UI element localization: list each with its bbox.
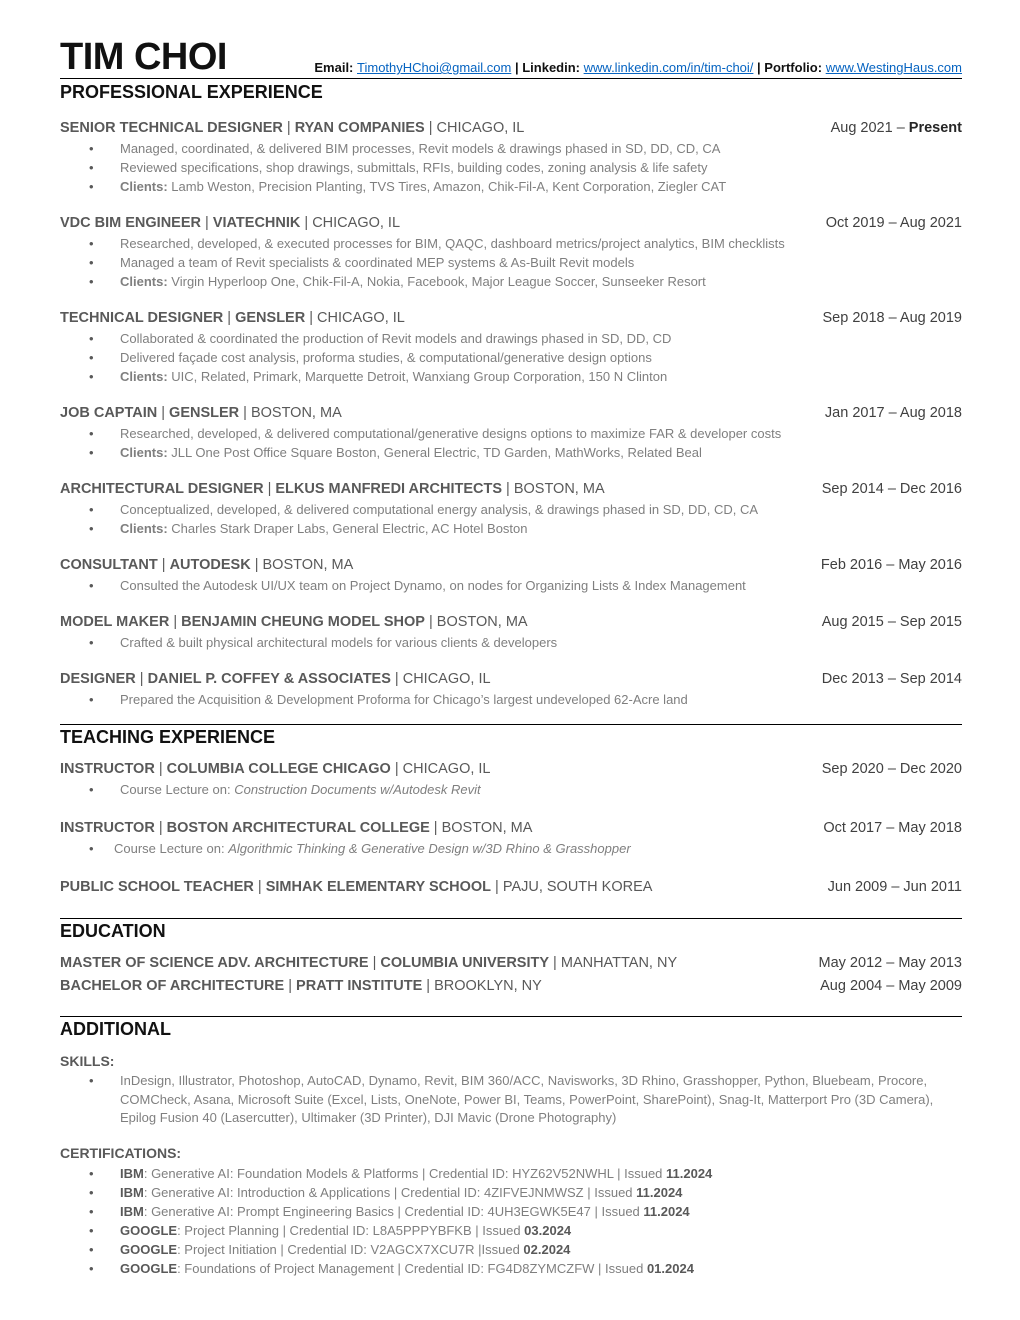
job-bullet: • Delivered façade cost analysis, proforma studies, & computational/generative design options xyxy=(60,348,962,367)
cert-date: 11.2024 xyxy=(636,1184,683,1200)
job-header xyxy=(60,613,962,632)
education-dates: Aug 2004 – May 2009 xyxy=(820,978,962,994)
teaching-entry xyxy=(60,760,962,799)
job-org: VIATECHNIK xyxy=(212,215,301,231)
job-clients xyxy=(60,177,962,196)
linkedin-link[interactable]: www.linkedin.com/in/tim-choi/ xyxy=(583,60,754,75)
job-bullet: • Crafted & built physical architectural models for various clients & developers xyxy=(60,633,962,652)
job-bullets xyxy=(60,424,962,462)
clients-label: Clients: xyxy=(120,369,168,384)
section-title-teaching: TEACHING EXPERIENCE xyxy=(60,727,276,747)
clients-list: Lamb Weston, Precision Planting, TVS Tires, Amazon, Chik-Fil-A, Kent Corporation, Ziegler CAT xyxy=(171,179,727,194)
job-bullet: • Consulted the Autodesk UI/UX team on Project Dynamo, on nodes for Organizing Lists & Index Management xyxy=(60,576,962,595)
job-title-line: CONSULTANT | AUTODESK | BOSTON, MA xyxy=(60,557,354,573)
job-dates xyxy=(822,670,962,689)
teaching-lecture xyxy=(60,839,962,858)
candidate-name: TIM CHOI xyxy=(60,36,227,78)
job-bullets xyxy=(60,329,962,386)
cert-date: 11.2024 xyxy=(666,1165,713,1181)
cert-detail: : Generative AI: Foundation Models & Platforms | Credential ID: HYZ62V52NWHL | Issued xyxy=(143,1165,667,1181)
job-entry xyxy=(60,556,962,595)
email-label: Email: xyxy=(314,60,354,75)
portfolio-link[interactable]: www.WestingHaus.com xyxy=(825,60,962,75)
job-dates xyxy=(825,404,962,423)
education-header xyxy=(60,977,962,996)
portfolio-label: Portfolio: xyxy=(764,60,823,75)
certification-item xyxy=(60,1202,962,1221)
job-location: CHICAGO, IL xyxy=(436,120,525,136)
cert-issuer: GOOGLE xyxy=(120,1260,178,1276)
job-role: CONSULTANT xyxy=(60,557,158,573)
teaching-entry xyxy=(60,878,962,897)
job-bullets xyxy=(60,139,962,196)
job-entry xyxy=(60,404,962,462)
resume-page xyxy=(60,34,962,1278)
job-header xyxy=(60,670,962,689)
job-bullets xyxy=(60,576,962,595)
job-header xyxy=(60,480,962,499)
education-school: COLUMBIA UNIVERSITY xyxy=(380,955,550,971)
job-location: BOSTON, MA xyxy=(513,481,605,497)
teaching-bullets xyxy=(60,839,962,858)
job-org: GENSLER xyxy=(169,405,240,421)
job-header xyxy=(60,404,962,423)
job-dates xyxy=(826,214,962,233)
lecture-title: Algorithmic Thinking & Generative Design w/3D Rhino & Grasshopper xyxy=(228,841,631,856)
section-title-professional: PROFESSIONAL EXPERIENCE xyxy=(60,82,323,102)
job-dates-range: Jan 2017 – Aug 2018 xyxy=(824,405,962,421)
job-bullet: • Managed a team of Revit specialists & coordinated MEP systems & As-Built Revit models xyxy=(60,253,962,272)
clients-list: Virgin Hyperloop One, Chik-Fil-A, Nokia, Facebook, Major League Soccer, Sunseeker Resort xyxy=(171,274,706,289)
job-entry xyxy=(60,613,962,652)
teaching-header xyxy=(60,819,962,838)
job-dates-range: Aug 2015 – Sep 2015 xyxy=(821,614,962,630)
resume-header xyxy=(60,34,962,76)
job-role: VDC BIM ENGINEER xyxy=(60,215,201,231)
job-dates xyxy=(831,119,962,138)
teaching-dates: Oct 2017 – May 2018 xyxy=(823,820,962,836)
cert-detail: : Generative AI: Prompt Engineering Basics | Credential ID: 4UH3EGWK5E47 | Issued xyxy=(143,1203,644,1219)
education-location: BROOKLYN, NY xyxy=(434,978,542,994)
job-entry xyxy=(60,119,962,196)
teaching-dates: Sep 2020 – Dec 2020 xyxy=(821,761,962,777)
job-role: TECHNICAL DESIGNER xyxy=(60,310,224,326)
job-entry xyxy=(60,309,962,386)
job-dates-range: Sep 2018 – Aug 2019 xyxy=(822,310,962,326)
job-location: CHICAGO, IL xyxy=(312,215,401,231)
job-role: ARCHITECTURAL DESIGNER xyxy=(60,481,264,497)
skills-item: • InDesign, Illustrator, Photoshop, AutoCAD, Dynamo, Revit, BIM 360/ACC, Navisworks, 3D Rhino, Grasshopper, Python, Bluebeam, Procore, COMCheck, Asana, Microsoft Suite (Excel, Lists, OneNote, Power BI, Teams, PowerPoint, SharePoint), Snag-It, Matterport Pro (3D Camera), Epilog Fusion 40 (Lasercutter), Ultimaker (3D Printer), DJI Mavic (Drone Photography) xyxy=(60,1072,962,1128)
teaching-title-line: INSTRUCTOR | BOSTON ARCHITECTURAL COLLEGE | BOSTON, MA xyxy=(60,820,533,836)
cert-issuer: IBM xyxy=(120,1165,144,1181)
separator: | xyxy=(514,60,519,75)
cert-date: 03.2024 xyxy=(524,1222,572,1238)
job-role: JOB CAPTAIN xyxy=(60,405,158,421)
clients-list: UIC, Related, Primark, Marquette Detroit, Wanxiang Group Corporation, 150 N Clinton xyxy=(171,369,668,384)
certification-item xyxy=(60,1221,962,1240)
job-entry xyxy=(60,480,962,538)
job-role: DESIGNER xyxy=(60,671,136,687)
cert-detail: : Project Initiation | Credential ID: V2AGCX7XCU7R |Issued xyxy=(177,1241,524,1257)
teaching-org: SIMHAK ELEMENTARY SCHOOL xyxy=(265,879,492,895)
job-location: BOSTON, MA xyxy=(436,614,528,630)
clients-label: Clients: xyxy=(120,445,168,460)
job-bullets xyxy=(60,633,962,652)
job-dates-range: Feb 2016 – May 2016 xyxy=(820,557,962,573)
job-dates xyxy=(822,480,962,499)
teaching-role: PUBLIC SCHOOL TEACHER xyxy=(60,879,254,895)
section-title-education: EDUCATION xyxy=(60,921,166,941)
job-org: RYAN COMPANIES xyxy=(294,120,425,136)
clients-list: JLL One Post Office Square Boston, General Electric, TD Garden, MathWorks, Related Beal xyxy=(171,445,702,460)
skills-title: SKILLS: xyxy=(60,1053,115,1069)
job-title-line: ARCHITECTURAL DESIGNER | ELKUS MANFREDI ARCHITECTS | BOSTON, MA xyxy=(60,481,605,497)
teaching-location: CHICAGO, IL xyxy=(402,761,491,777)
cert-issuer: IBM xyxy=(120,1184,144,1200)
email-link[interactable]: TimothyHChoi@gmail.com xyxy=(357,60,512,75)
section-divider xyxy=(60,1016,962,1017)
linkedin-label: Linkedin: xyxy=(522,60,580,75)
job-org: DANIEL P. COFFEY & ASSOCIATES xyxy=(147,671,391,687)
cert-date: 01.2024 xyxy=(646,1260,694,1276)
job-header xyxy=(60,556,962,575)
teaching-bullets xyxy=(60,780,962,799)
job-header xyxy=(60,309,962,328)
education-dates: May 2012 – May 2013 xyxy=(818,955,962,971)
job-dates-range: Dec 2013 – Sep 2014 xyxy=(821,671,962,687)
teaching-title-line: PUBLIC SCHOOL TEACHER | SIMHAK ELEMENTARY SCHOOL | PAJU, SOUTH KOREA xyxy=(60,879,653,895)
job-entry xyxy=(60,214,962,291)
job-org: AUTODESK xyxy=(169,557,251,573)
certification-item xyxy=(60,1240,962,1259)
clients-label: Clients: xyxy=(120,179,168,194)
job-bullet: • Conceptualized, developed, & delivered computational energy analysis, & drawings phased in SD, DD, CD, CA xyxy=(60,500,962,519)
job-title-line: VDC BIM ENGINEER | VIATECHNIK | CHICAGO, IL xyxy=(60,215,401,231)
teaching-role: INSTRUCTOR xyxy=(60,761,155,777)
job-bullet: • Researched, developed, & executed processes for BIM, QAQC, dashboard metrics/project analytics, BIM checklists xyxy=(60,234,962,253)
job-bullets xyxy=(60,500,962,538)
job-clients xyxy=(60,519,962,538)
job-clients xyxy=(60,443,962,462)
lecture-title: Construction Documents w/Autodesk Revit xyxy=(234,782,481,797)
education-school: PRATT INSTITUTE xyxy=(296,978,423,994)
cert-detail: : Foundations of Project Management | Credential ID: FG4D8ZYMCZFW | Issued xyxy=(177,1260,647,1276)
job-title-line: TECHNICAL DESIGNER | GENSLER | CHICAGO, IL xyxy=(60,310,405,326)
section-divider xyxy=(60,918,962,919)
cert-date: 02.2024 xyxy=(523,1241,571,1257)
certification-item xyxy=(60,1259,962,1278)
job-bullets xyxy=(60,690,962,709)
job-role: MODEL MAKER xyxy=(60,614,170,630)
cert-detail: : Project Planning | Credential ID: L8A5PPPYBFKB | Issued xyxy=(177,1222,525,1238)
certifications-list xyxy=(60,1164,962,1278)
job-org: GENSLER xyxy=(235,310,306,326)
separator: | xyxy=(757,60,761,75)
education-title-line: BACHELOR OF ARCHITECTURE | PRATT INSTITUTE | BROOKLYN, NY xyxy=(60,978,542,994)
job-bullet: • Collaborated & coordinated the production of Revit models and drawings phased in SD, DD, CD xyxy=(60,329,962,348)
teaching-lecture xyxy=(60,780,962,799)
teaching-dates: Jun 2009 – Jun 2011 xyxy=(827,879,962,895)
teaching-location: BOSTON, MA xyxy=(441,820,533,836)
teaching-header xyxy=(60,760,962,779)
lecture-label: Course Lecture on: xyxy=(120,782,231,797)
teaching-org: BOSTON ARCHITECTURAL COLLEGE xyxy=(166,820,430,836)
skills-list xyxy=(60,1072,962,1128)
job-dates-present: Present xyxy=(908,120,962,136)
job-header xyxy=(60,119,962,138)
teaching-list xyxy=(60,760,962,897)
job-bullet: • Prepared the Acquisition & Development Proforma for Chicago’s largest undeveloped 62-Acre land xyxy=(60,690,962,709)
job-org: BENJAMIN CHEUNG MODEL SHOP xyxy=(181,614,425,630)
certification-item xyxy=(60,1183,962,1202)
professional-jobs xyxy=(60,119,962,709)
education-location: MANHATTAN, NY xyxy=(560,955,678,971)
teaching-location: PAJU, SOUTH KOREA xyxy=(502,879,653,895)
job-title-line: SENIOR TECHNICAL DESIGNER | RYAN COMPANIES | CHICAGO, IL xyxy=(60,120,525,136)
teaching-title-line: INSTRUCTOR | COLUMBIA COLLEGE CHICAGO | CHICAGO, IL xyxy=(60,761,491,777)
job-location: CHICAGO, IL xyxy=(317,310,405,326)
section-divider xyxy=(60,724,962,725)
contact-line xyxy=(314,60,962,76)
teaching-role: INSTRUCTOR xyxy=(60,820,155,836)
cert-issuer: GOOGLE xyxy=(120,1222,178,1238)
education-entry xyxy=(60,977,962,996)
job-title-line: DESIGNER | DANIEL P. COFFEY & ASSOCIATES | CHICAGO, IL xyxy=(60,671,491,687)
job-location: CHICAGO, IL xyxy=(402,671,491,687)
clients-label: Clients: xyxy=(120,274,168,289)
job-bullet: • Researched, developed, & delivered computational/generative designs options to maximize FAR & developer costs xyxy=(60,424,962,443)
job-role: SENIOR TECHNICAL DESIGNER xyxy=(60,120,283,136)
clients-label: Clients: xyxy=(120,521,168,536)
cert-issuer: GOOGLE xyxy=(120,1241,178,1257)
lecture-label: Course Lecture on: xyxy=(114,841,225,856)
education-title-line: MASTER OF SCIENCE ADV. ARCHITECTURE | COLUMBIA UNIVERSITY | MANHATTAN, NY xyxy=(60,955,678,971)
education-degree: BACHELOR OF ARCHITECTURE xyxy=(60,978,285,994)
teaching-entry xyxy=(60,819,962,858)
job-clients xyxy=(60,367,962,386)
job-location: BOSTON, MA xyxy=(262,557,354,573)
job-dates-range: Oct 2019 – Aug 2021 xyxy=(825,215,962,231)
cert-date: 11.2024 xyxy=(643,1203,690,1219)
job-title-line: MODEL MAKER | BENJAMIN CHEUNG MODEL SHOP | BOSTON, MA xyxy=(60,614,528,630)
job-header xyxy=(60,214,962,233)
teaching-header xyxy=(60,878,962,897)
job-title-line: JOB CAPTAIN | GENSLER | BOSTON, MA xyxy=(60,405,342,421)
education-entry xyxy=(60,954,962,973)
certification-item xyxy=(60,1164,962,1183)
education-header xyxy=(60,954,962,973)
education-list xyxy=(60,954,962,996)
job-dates xyxy=(821,556,962,575)
job-clients xyxy=(60,272,962,291)
job-entry xyxy=(60,670,962,709)
cert-detail: : Generative AI: Introduction & Applications | Credential ID: 4ZIFVEJNMWSZ | Issued xyxy=(143,1184,637,1200)
section-title-additional: ADDITIONAL xyxy=(60,1019,171,1039)
teaching-org: COLUMBIA COLLEGE CHICAGO xyxy=(166,761,391,777)
header-divider xyxy=(60,78,962,79)
job-org: ELKUS MANFREDI ARCHITECTS xyxy=(275,481,503,497)
job-bullet: • Managed, coordinated, & delivered BIM processes, Revit models & drawings phased in SD, DD, CD, CA xyxy=(60,139,962,158)
job-dates-range: Sep 2014 – Dec 2016 xyxy=(821,481,962,497)
certifications-title: CERTIFICATIONS: xyxy=(60,1144,182,1161)
job-dates xyxy=(822,613,962,632)
education-degree: MASTER OF SCIENCE ADV. ARCHITECTURE xyxy=(60,955,369,971)
job-dates xyxy=(823,309,963,328)
clients-list: Charles Stark Draper Labs, General Electric, AC Hotel Boston xyxy=(171,521,528,536)
job-dates-range: Aug 2021 – xyxy=(830,120,905,136)
job-bullet: • Reviewed specifications, shop drawings, submittals, RFIs, building codes, zoning analysis & life safety xyxy=(60,158,962,177)
job-location: BOSTON, MA xyxy=(250,405,342,421)
job-bullets xyxy=(60,234,962,291)
cert-issuer: IBM xyxy=(120,1203,144,1219)
